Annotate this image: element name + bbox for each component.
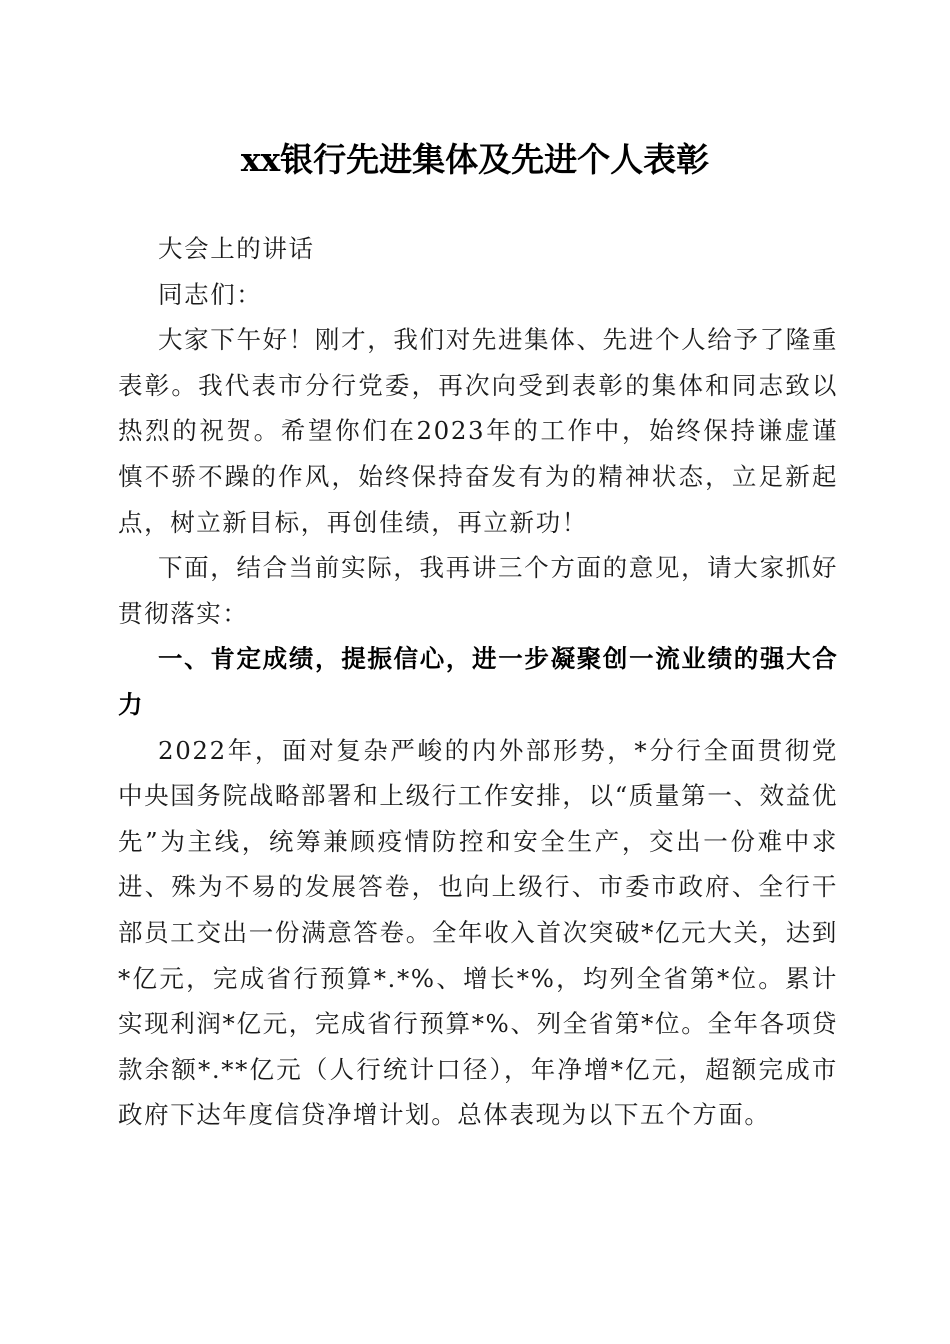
salutation: 同志们： <box>158 279 263 309</box>
paragraph-achievements: 2022年，面对复杂严峻的内外部形势，*分行全面贯彻党中央国务院战略部署和上级行工作安排，以“质量第一、效益优先”为主线，统筹兼顾疫情防控和安全生产，交出一份难中求进、殊为不易的发展答卷，也向上级行、市委市政府、全行干部员工交出一份满意答卷。全年收入首次突破*亿元大关，达到*亿元，完成省行预算*.*%、增长*%，均列全省第*位。累计实现利润*亿元，完成省行预算*%、列全省第*位。全年各项贷款余额*.**亿元（人行统计口径），年净增*亿元，超额完成市政府下达年度信贷净增计划。总体表现为以下五个方面。 <box>118 735 838 1130</box>
paragraph-intro: 下面，结合当前实际，我再讲三个方面的意见，请大家抓好贯彻落实： <box>118 553 838 628</box>
document-title: xx银行先进集体及先进个人表彰 <box>240 140 710 179</box>
subtitle-line: 大会上的讲话 <box>158 234 315 263</box>
document-body <box>118 226 838 1138</box>
section-heading-1: 一、肯定成绩，提振信心，进一步凝聚创一流业绩的强大合力 <box>118 644 838 719</box>
paragraph-opening: 大家下午好！刚才，我们对先进集体、先进个人给予了隆重表彰。我代表市分行党委，再次向受到表彰的集体和同志致以热烈的祝贺。希望你们在2023年的工作中，始终保持谦虚谨慎不骄不躁的作风，始终保持奋发有为的精神状态，立足新起点，树立新目标，再创佳绩，再立新功！ <box>118 325 838 537</box>
